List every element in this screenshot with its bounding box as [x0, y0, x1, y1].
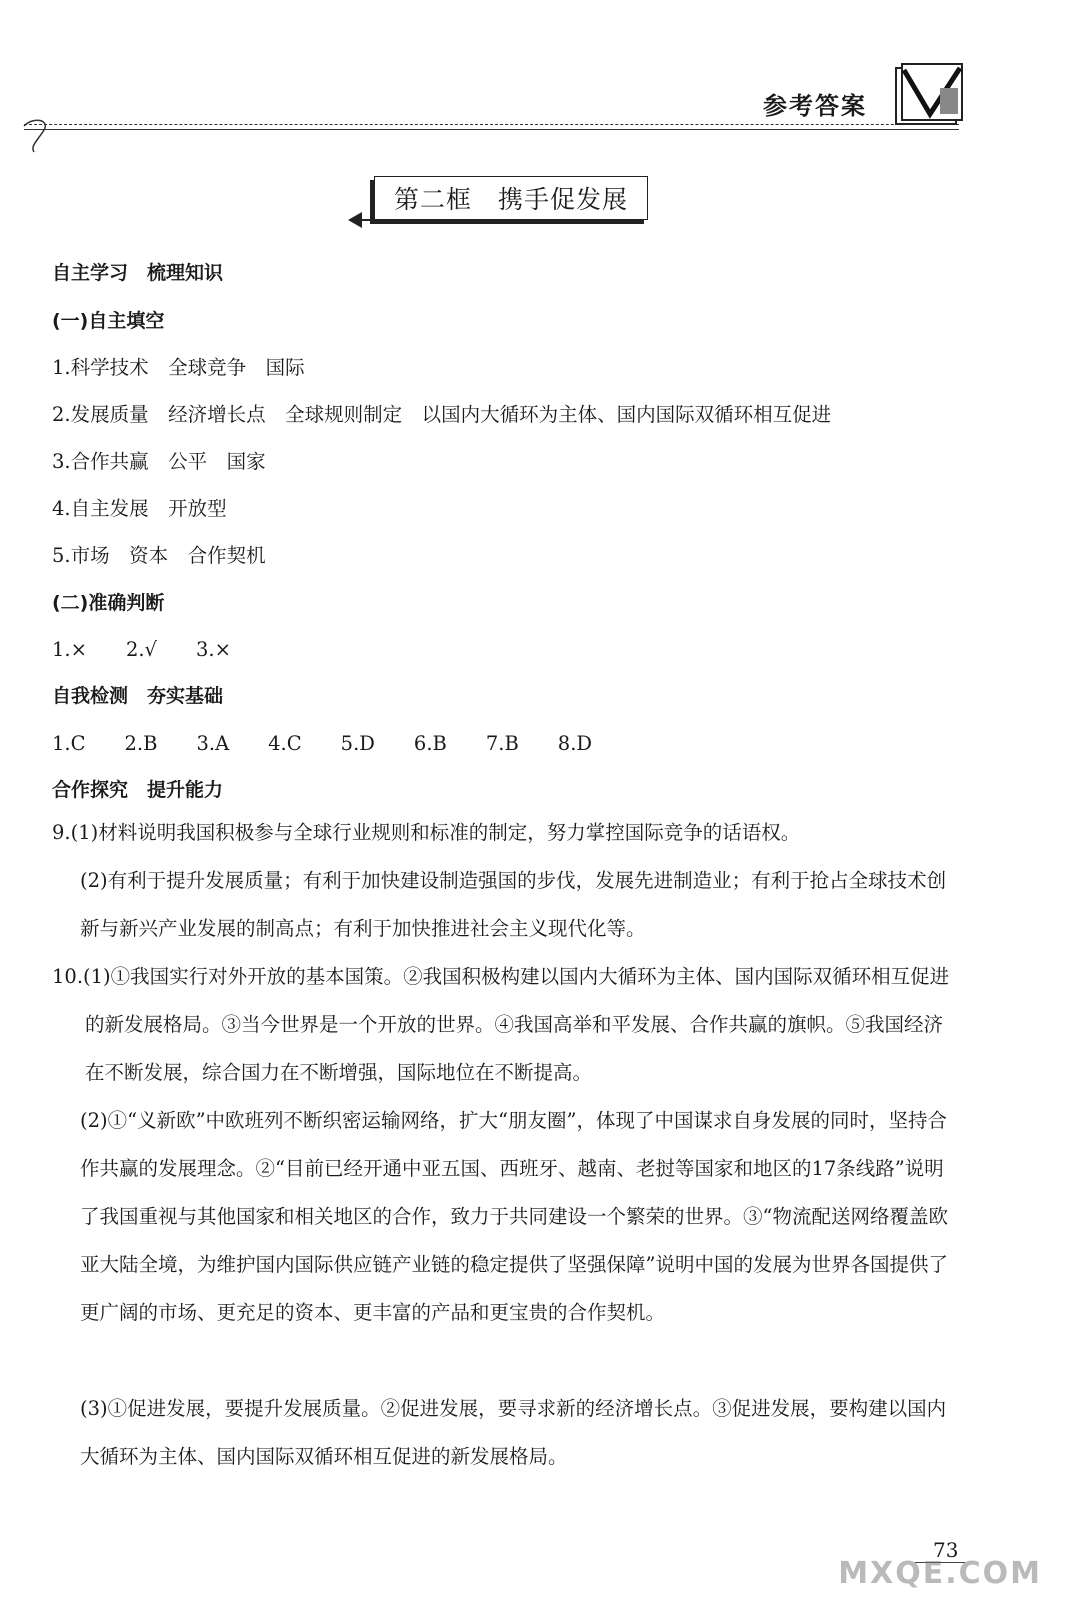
q9-part2: (2)有利于提升发展质量；有利于加快建设制造强国的步伐，发展先进制造业；有利于抢占全球技术创新与新兴产业发展的制高点；有利于加快推进社会主义现代化等。 — [80, 869, 947, 940]
book-icon — [890, 58, 970, 134]
header-label: 参考答案 — [763, 92, 867, 120]
fill-answer-4: 4.自主发展 开放型 — [52, 497, 227, 520]
choice-answers: 1.C 2.B 3.A 4.C 5.D 6.B 7.B 8.D — [52, 732, 593, 755]
heading-cooperate: 合作探究 提升能力 — [52, 779, 224, 801]
heading-self-study: 自主学习 梳理知识 — [52, 262, 224, 284]
section-title: 第二框 携手促发展 — [374, 176, 648, 220]
fill-answer-2: 2.发展质量 经济增长点 全球规则制定 以国内大循环为主体、国内国际双循环相互促进 — [52, 403, 832, 426]
arrow-left-icon — [348, 212, 362, 228]
header-rule — [24, 129, 959, 130]
q9-part1: 9.(1)材料说明我国积极参与全球行业规则和标准的制定，努力掌控国际竞争的话语权。 — [52, 821, 801, 844]
heading-self-test: 自我检测 夯实基础 — [52, 685, 224, 707]
header-rule-dashed — [24, 124, 959, 125]
watermark: MXQE.COM — [838, 1556, 1042, 1591]
subheading-judge: (二)准确判断 — [52, 592, 165, 614]
q10-part1: 10.(1)①我国实行对外开放的基本国策。②我国积极构建以国内大循环为主体、国内国际双循环相互促进的新发展格局。③当今世界是一个开放的世界。④我国高举和平发展、合作共赢的旗帜。⑤我国经济在不断发展，综合国力在不断增强，国际地位在不断提高。 — [52, 965, 950, 1084]
fill-answer-3: 3.合作共赢 公平 国家 — [52, 450, 266, 473]
page-number: 73 — [933, 1538, 959, 1562]
fill-answer-1: 1.科学技术 全球竞争 国际 — [52, 356, 305, 379]
q10-part2: (2)①“义新欧”中欧班列不断织密运输网络，扩大“朋友圈”，体现了中国谋求自身发展的同时，坚持合作共赢的发展理念。②“目前已经开通中亚五国、西班牙、越南、老挝等国家和地区的17条线路”说明了我国重视与其他国家和相关地区的合作，致力于共同建设一个繁荣的世界。③“物流配送网络覆盖欧亚大陆全境，为维护国内国际供应链产业链的稳定提供了坚强保障”说明中国的发展为世界各国提供了更广阔的市场、更充足的资本、更丰富的产品和更宝贵的合作契机。 — [80, 1109, 948, 1324]
q10-part3: (3)①促进发展，要提升发展质量。②促进发展，要寻求新的经济增长点。③促进发展，要构建以国内大循环为主体、国内国际双循环相互促进的新发展格局。 — [80, 1397, 947, 1468]
subheading-fill: (一)自主填空 — [52, 310, 165, 332]
fill-answer-5: 5.市场 资本 合作契机 — [52, 544, 266, 567]
swirl-ornament-icon — [20, 112, 60, 154]
judge-answers: 1.× 2.√ 3.× — [52, 638, 231, 661]
